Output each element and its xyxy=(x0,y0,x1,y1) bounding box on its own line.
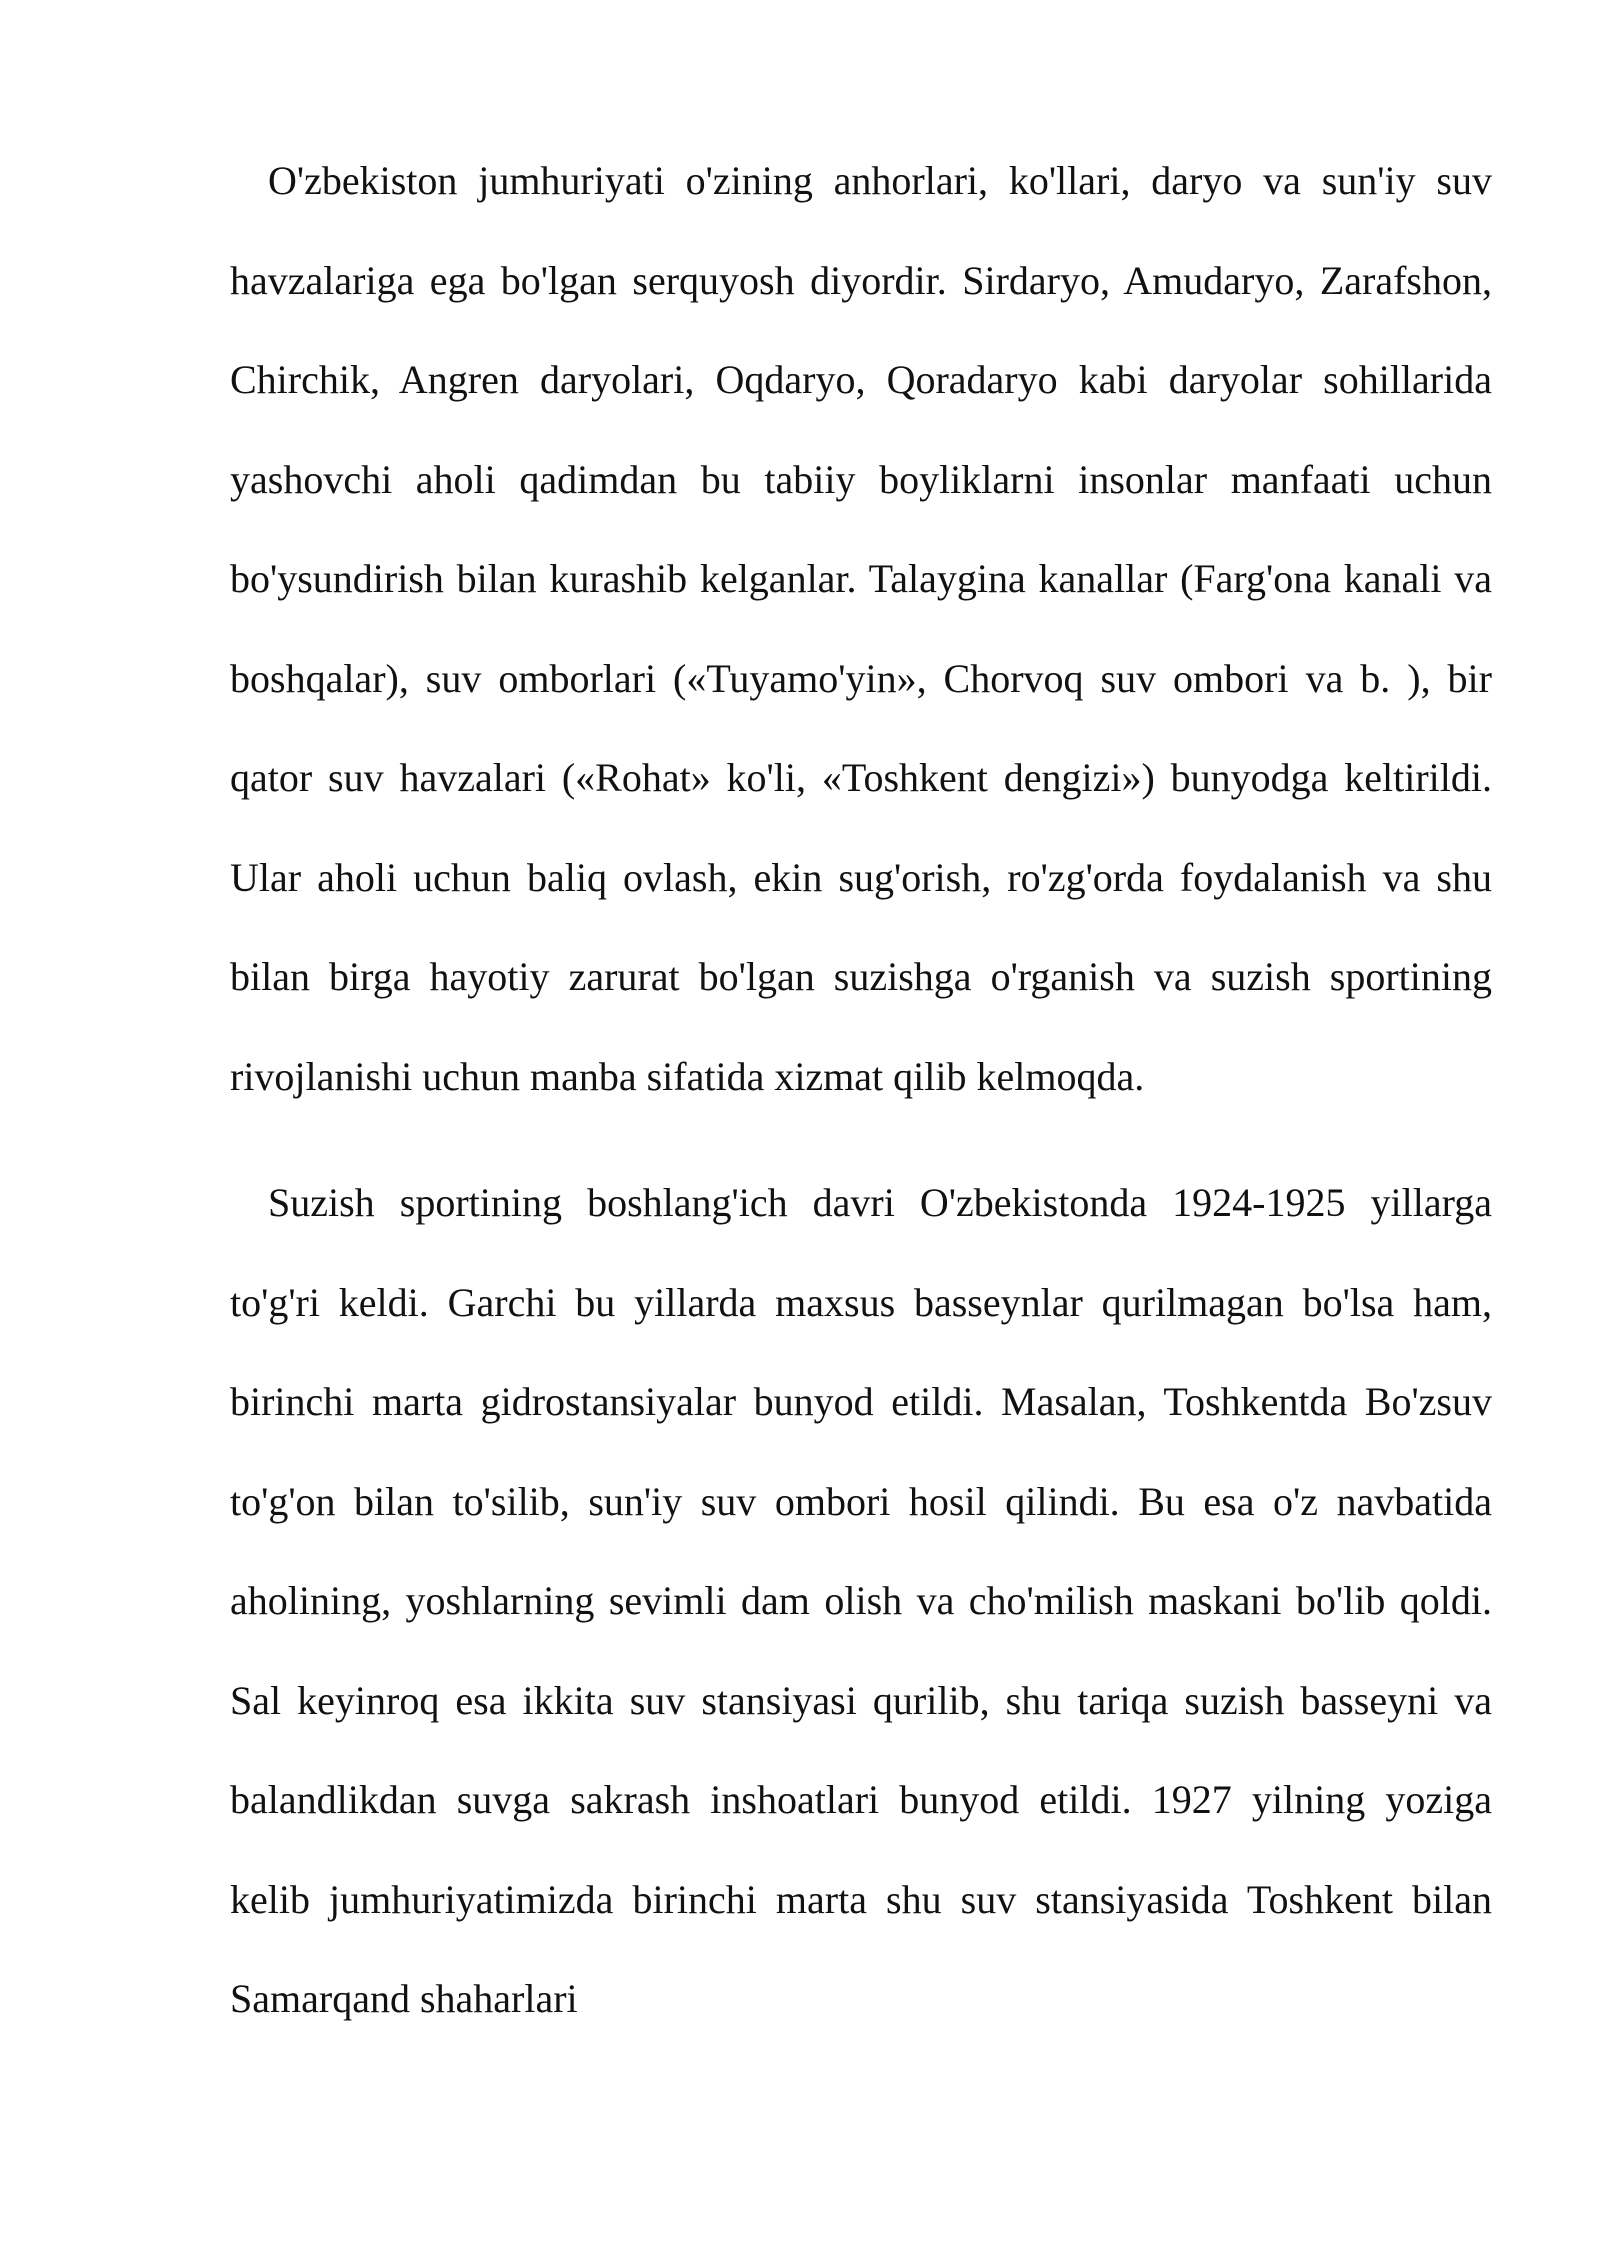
paragraph-2: Suzish sportining boshlang'ich davri O'zbekistonda 1924-1925 yillarga to'g'ri keldi. Garchi bu yillarda maxsus basseynlar qurilmagan bo'lsa ham, birinchi marta gidrostansiyalar bunyod etildi. Masalan, Toshkentda Bo'zsuv to'g'on bilan to'silib, sun'iy suv ombori hosil qilindi. Bu esa o'z navbatida aholining, yoshlarning sevimli dam olish va cho'milish maskani bo'lib qoldi. Sal keyinroq esa ikkita suv stansiyasi qurilib, shu tariqa suzish basseyni va balandlikdan suvga sakrash inshoatlari bunyod etildi. 1927 yilning yoziga kelib jumhuriyatimizda birinchi marta shu suv stansiyasida Toshkent bilan Samarqand shaharlari xyxy=(230,1180,1492,2021)
paragraph-1: O'zbekiston jumhuriyati o'zining anhorlari, ko'llari, daryo va sun'iy suv havzalariga ega bo'lgan serquyosh diyordir. Sirdaryo, Amudaryo, Zarafshon, Chirchik, Angren daryolari, Oqdaryo, Qoradaryo kabi daryolar sohillarida yashovchi aholi qadimdan bu tabiiy boyliklarni insonlar manfaati uchun bo'ysundirish bilan kurashib kelganlar. Talaygina kanallar (Farg'ona kanali va boshqalar), suv omborlari («Tuyamo'yin», Chorvoq suv ombori va b. ), bir qator suv havzalari («Rohat» ko'li, «Toshkent dengizi») bunyodga keltirildi. Ular aholi uchun baliq ovlash, ekin sug'orish, ro'zg'orda foydalanish va shu bilan birga hayotiy zarurat bo'lgan suzishga o'rganish va suzish sportining rivojlanishi uchun manba sifatida xizmat qilib kelmoqda. xyxy=(230,158,1492,1099)
document-body xyxy=(230,131,1492,2049)
